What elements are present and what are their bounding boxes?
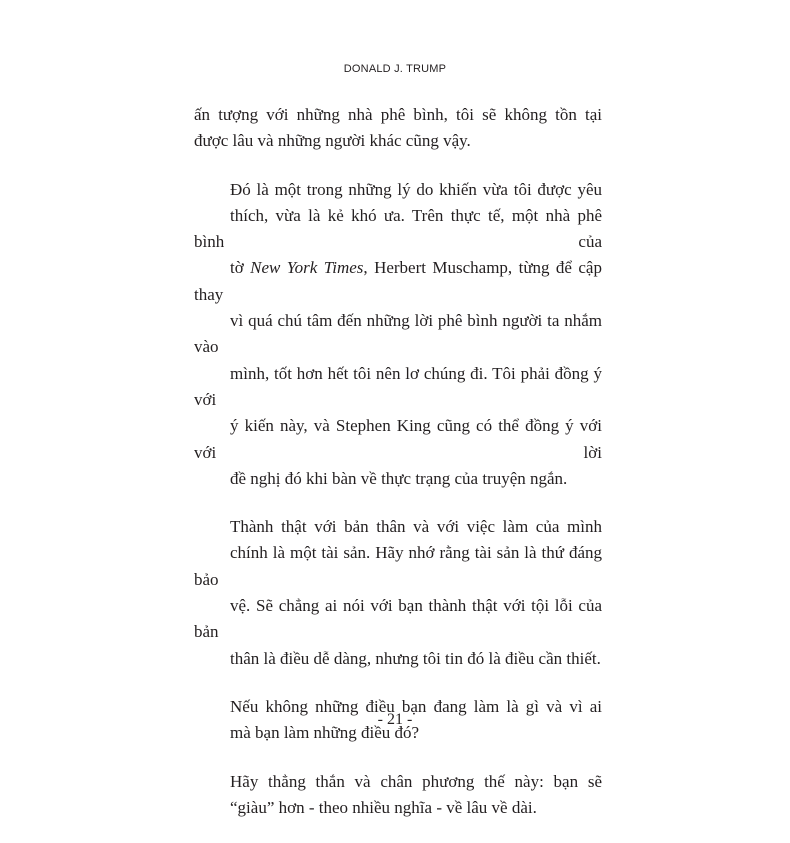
- text-line: vệ. Sẽ chẳng ai nói với bạn thành thật với tội lỗi của bản: [194, 596, 602, 642]
- text-line: Hãy thẳng thắn và chân phương thế này: bạn sẽ: [230, 771, 602, 791]
- paragraph: [194, 177, 602, 493]
- text-fragment: , Herbert Muschamp, từng để cập thay: [194, 258, 602, 304]
- text-line: vì quá chú tâm đến những lời phê bình người ta nhắm vào: [194, 311, 602, 357]
- text-line: ấn tượng với những nhà phê bình, tôi sẽ không tồn tại: [194, 105, 602, 124]
- text-line: thích, vừa là kẻ khó ưa. Trên thực tế, một nhà phê bình của: [194, 205, 602, 252]
- text-line: mà bạn làm những điều đó?: [230, 723, 420, 743]
- text-line: được lâu và những người khác cũng vậy.: [194, 131, 471, 151]
- text-line: đề nghị đó khi bàn về thực trạng của truyện ngắn.: [230, 468, 568, 488]
- text-line: mình, tốt hơn hết tôi nên lơ chúng đi. Tôi phải đồng ý với: [194, 363, 602, 409]
- text-line: ý kiến này, và Stephen King cũng có thể đồng ý với với lời: [194, 416, 602, 462]
- paragraph: [194, 102, 602, 155]
- text-fragment: tờ: [230, 258, 251, 278]
- text-line: Nếu không những điều bạn đang làm là gì và vì ai: [230, 696, 602, 716]
- text-line: Đó là một trong những lý do khiến vừa tôi được yêu: [230, 179, 602, 199]
- running-head: DONALD J. TRUMP: [343, 63, 447, 75]
- paragraph: [194, 769, 602, 822]
- text-line: thân là điều dễ dàng, nhưng tôi tin đó là điều cần thiết.: [230, 648, 601, 668]
- page-number: - 21 -: [377, 711, 413, 728]
- paragraph: [194, 514, 602, 672]
- text-line: [194, 255, 602, 308]
- text-line: “giàu” hơn - theo nhiều nghĩa - về lâu về dài.: [230, 797, 537, 817]
- body-text: [194, 102, 602, 843]
- newspaper-title: New York Times: [250, 258, 364, 278]
- text-line: Thành thật với bản thân và với việc làm của mình: [230, 517, 602, 537]
- text-line: chính là một tài sản. Hãy nhớ rằng tài sản là thứ đáng bảo: [194, 543, 602, 589]
